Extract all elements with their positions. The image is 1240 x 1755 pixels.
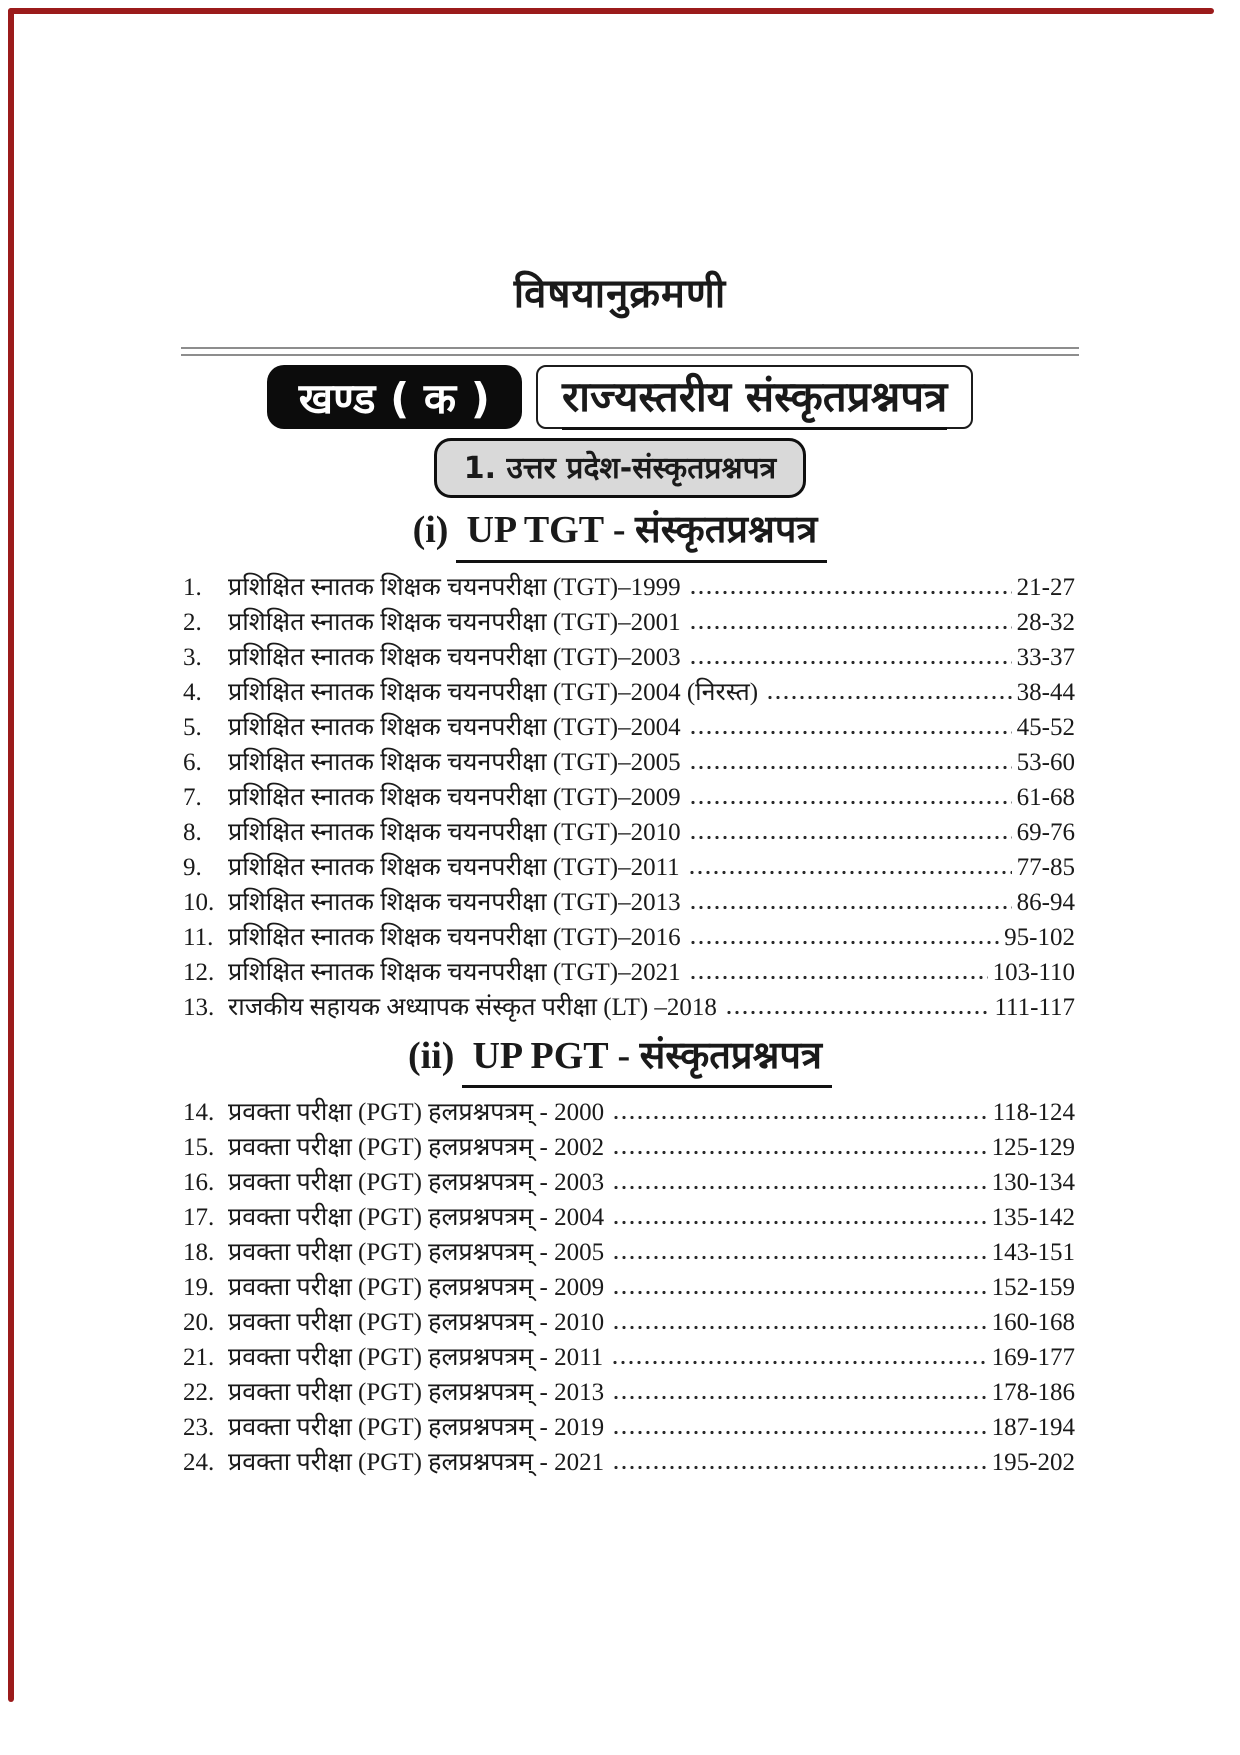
dot-leader: [691, 730, 1012, 735]
page-range: 33-37: [1016, 643, 1075, 671]
item-number: 23.: [183, 1414, 215, 1442]
page-range: 61-68: [1016, 783, 1075, 811]
dot-leader: [614, 1185, 987, 1190]
item-title: प्रवक्ता परीक्षा (PGT) हलप्रश्नपत्रम् - 2004: [228, 1204, 605, 1232]
toc-section-heading-tgt: [0, 508, 1240, 563]
dot-leader: [614, 1150, 987, 1155]
section-title: राज्यस्तरीय संस्कृतप्रश्नपत्र: [562, 367, 947, 430]
item-title: प्रशिक्षित स्नातक शिक्षक चयनपरीक्षा (TGT)–2005: [228, 748, 681, 776]
dot-leader: [691, 765, 1012, 770]
page-range: 118-124: [992, 1099, 1075, 1127]
item-number: 18.: [183, 1239, 215, 1267]
item-number: 9.: [183, 853, 202, 881]
dot-leader: [690, 870, 1012, 875]
dot-leader: [727, 1010, 990, 1015]
item-number: 5.: [183, 713, 202, 741]
item-title: प्रशिक्षित स्नातक शिक्षक चयनपरीक्षा (TGT)–2011: [228, 853, 680, 881]
item-title: प्रवक्ता परीक्षा (PGT) हलप्रश्नपत्रम् - 2013: [228, 1379, 605, 1407]
item-title: राजकीय सहायक अध्यापक संस्कृत परीक्षा (LT) –2018: [228, 993, 717, 1021]
heading-main: UP TGT - संस्कृतप्रश्नपत्र: [456, 508, 827, 563]
item-title: प्रवक्ता परीक्षा (PGT) हलप्रश्नपत्रम् - 2010: [228, 1309, 605, 1337]
item-number: 24.: [183, 1449, 215, 1477]
page-range: 130-134: [991, 1169, 1075, 1197]
dot-leader: [691, 940, 1000, 945]
item-number: 1.: [183, 573, 202, 601]
page-range: 152-159: [991, 1274, 1075, 1302]
item-title: प्रवक्ता परीक्षा (PGT) हलप्रश्नपत्रम् - 2002: [228, 1134, 605, 1162]
dot-leader: [614, 1290, 987, 1295]
item-title: प्रशिक्षित स्नातक शिक्षक चयनपरीक्षा (TGT)–2004: [228, 713, 681, 741]
item-number: 10.: [183, 888, 215, 916]
header-row: [0, 365, 1240, 429]
item-number: 21.: [183, 1344, 215, 1372]
dot-leader: [691, 590, 1012, 595]
toc-row: [183, 1339, 1075, 1374]
page-range: 21-27: [1016, 573, 1075, 601]
page-range: 28-32: [1016, 608, 1075, 636]
page-range: 143-151: [991, 1239, 1075, 1267]
item-number: 6.: [183, 748, 202, 776]
toc-row: [183, 1269, 1075, 1304]
dot-leader: [614, 1395, 987, 1400]
item-title: प्रशिक्षित स्नातक शिक्षक चयनपरीक्षा (TGT)–2004 (निरस्त): [228, 678, 759, 706]
item-title: प्रशिक्षित स्नातक शिक्षक चयनपरीक्षा (TGT)–2010: [228, 818, 681, 846]
page-range: 111-117: [994, 993, 1075, 1021]
page-range: 69-76: [1016, 818, 1075, 846]
page-range: 45-52: [1016, 713, 1075, 741]
toc-row: [183, 1409, 1075, 1444]
page-range: 125-129: [991, 1134, 1075, 1162]
page-range: 169-177: [991, 1344, 1075, 1372]
page-range: 187-194: [991, 1414, 1075, 1442]
item-title: प्रवक्ता परीक्षा (PGT) हलप्रश्नपत्रम् - 2021: [228, 1449, 605, 1477]
toc-row: [183, 569, 1075, 604]
toc-row: [183, 744, 1075, 779]
toc-row: [183, 849, 1075, 884]
item-title: प्रवक्ता परीक्षा (PGT) हलप्रश्नपत्रम् - 2009: [228, 1274, 605, 1302]
dot-leader: [614, 1465, 987, 1470]
toc-row: [183, 814, 1075, 849]
toc-row: [183, 1129, 1075, 1164]
toc-row: [183, 1444, 1075, 1479]
dot-leader: [614, 1115, 988, 1120]
item-title: प्रशिक्षित स्नातक शिक्षक चयनपरीक्षा (TGT)–2003: [228, 643, 681, 671]
page-range: 103-110: [992, 958, 1075, 986]
dot-leader: [614, 1220, 987, 1225]
item-number: 3.: [183, 643, 202, 671]
item-number: 4.: [183, 678, 202, 706]
item-number: 12.: [183, 958, 215, 986]
dot-leader: [691, 660, 1012, 665]
double-rule-divider: [181, 347, 1079, 356]
item-title: प्रशिक्षित स्नातक शिक्षक चयनपरीक्षा (TGT)–1999: [228, 573, 681, 601]
item-title: प्रशिक्षित स्नातक शिक्षक चयनपरीक्षा (TGT)–2013: [228, 888, 681, 916]
dot-leader: [768, 695, 1012, 700]
page-range: 160-168: [991, 1309, 1075, 1337]
item-number: 11.: [183, 923, 214, 951]
toc-row: [183, 989, 1075, 1024]
section-badge: खण्ड ( क ): [267, 365, 522, 429]
item-number: 14.: [183, 1099, 215, 1127]
chapter-box: 1. उत्तर प्रदेश-संस्कृतप्रश्नपत्र: [434, 438, 806, 498]
item-number: 16.: [183, 1169, 215, 1197]
page-range: 178-186: [991, 1379, 1075, 1407]
item-title: प्रवक्ता परीक्षा (PGT) हलप्रश्नपत्रम् - 2000: [228, 1099, 605, 1127]
toc-row: [183, 1199, 1075, 1234]
item-number: 15.: [183, 1134, 215, 1162]
section-title-box: [536, 365, 973, 429]
page-border-top: [8, 8, 1214, 14]
toc-row: [183, 639, 1075, 674]
page-range: 77-85: [1016, 853, 1075, 881]
item-number: 17.: [183, 1204, 215, 1232]
toc-row: [183, 954, 1075, 989]
dot-leader: [691, 625, 1012, 630]
page-title: विषयानुक्रमणी: [513, 271, 727, 317]
toc-row: [183, 674, 1075, 709]
item-number: 2.: [183, 608, 202, 636]
toc-row: [183, 1304, 1075, 1339]
toc-section-heading-pgt: [0, 1034, 1240, 1089]
item-number: 7.: [183, 783, 202, 811]
dot-leader: [614, 1255, 987, 1260]
item-number: 13.: [183, 993, 215, 1021]
item-title: प्रशिक्षित स्नातक शिक्षक चयनपरीक्षा (TGT)–2001: [228, 608, 681, 636]
dot-leader: [613, 1360, 987, 1365]
page-range: 135-142: [991, 1204, 1075, 1232]
item-title: प्रवक्ता परीक्षा (PGT) हलप्रश्नपत्रम् - 2003: [228, 1169, 605, 1197]
toc-list-tgt: [183, 569, 1075, 1024]
dot-leader: [614, 1325, 987, 1330]
item-title: प्रवक्ता परीक्षा (PGT) हलप्रश्नपत्रम् - 2005: [228, 1239, 605, 1267]
toc-list-pgt: [183, 1094, 1075, 1479]
item-title: प्रशिक्षित स्नातक शिक्षक चयनपरीक्षा (TGT)–2021: [228, 958, 681, 986]
item-title: प्रवक्ता परीक्षा (PGT) हलप्रश्नपत्रम् - 2011: [228, 1344, 604, 1372]
toc-row: [183, 779, 1075, 814]
dot-leader: [614, 1430, 987, 1435]
page-range: 86-94: [1016, 888, 1075, 916]
item-number: 19.: [183, 1274, 215, 1302]
toc-row: [183, 1374, 1075, 1409]
dot-leader: [691, 975, 988, 980]
page-border-left: [8, 8, 14, 1702]
page-range: 95-102: [1004, 923, 1075, 951]
item-title: प्रवक्ता परीक्षा (PGT) हलप्रश्नपत्रम् - 2019: [228, 1414, 605, 1442]
heading-prefix: (ii): [408, 1034, 455, 1077]
item-number: 20.: [183, 1309, 215, 1337]
item-title: प्रशिक्षित स्नातक शिक्षक चयनपरीक्षा (TGT)–2009: [228, 783, 681, 811]
page-range: 195-202: [991, 1449, 1075, 1477]
toc-row: [183, 709, 1075, 744]
dot-leader: [691, 835, 1012, 840]
dot-leader: [691, 800, 1012, 805]
toc-row: [183, 1164, 1075, 1199]
page-range: 38-44: [1016, 678, 1075, 706]
toc-row: [183, 1094, 1075, 1129]
item-number: 22.: [183, 1379, 215, 1407]
heading-main: UP PGT - संस्कृतप्रश्नपत्र: [462, 1034, 832, 1089]
toc-row: [183, 884, 1075, 919]
toc-row: [183, 1234, 1075, 1269]
heading-prefix: (i): [412, 509, 449, 551]
item-title: प्रशिक्षित स्नातक शिक्षक चयनपरीक्षा (TGT)–2016: [228, 923, 681, 951]
toc-row: [183, 919, 1075, 954]
item-number: 8.: [183, 818, 202, 846]
dot-leader: [691, 905, 1012, 910]
toc-row: [183, 604, 1075, 639]
page-range: 53-60: [1016, 748, 1075, 776]
